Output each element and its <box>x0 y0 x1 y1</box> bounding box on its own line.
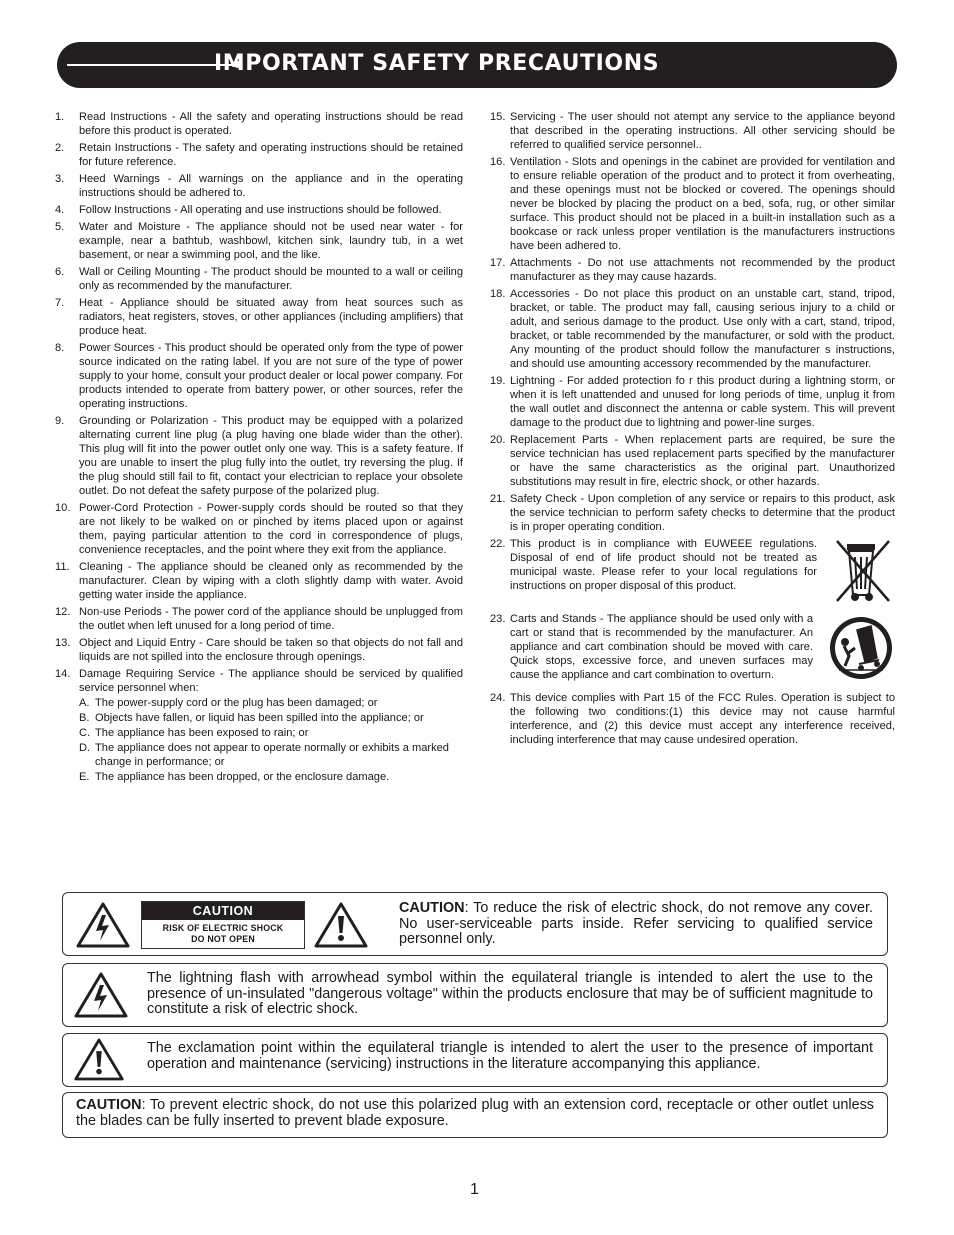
exclamation-triangle-icon <box>313 901 369 954</box>
sub-letter: A. <box>79 697 90 709</box>
item-number: 9. <box>55 415 65 427</box>
banner-line <box>67 64 235 66</box>
list-item <box>490 155 895 253</box>
item-text: This product is in compliance with EUWEEE regulations. Disposal of end of life product should not be treated as municipal waste. Please refer to your local regulations for instructions on proper disposal of this product. <box>510 538 817 592</box>
page-title: IMPORTANT SAFETY PRECAUTIONS <box>214 51 660 76</box>
sub-item <box>79 726 463 740</box>
item-number: 4. <box>55 204 65 216</box>
sub-item <box>79 696 463 710</box>
item-text: Water and Moisture - The appliance should not be used near water - for example, near a bathtub, washbowl, kitchen sink, laundry tub, in a wet basement, or near a swimming pool, and the like. <box>79 221 463 261</box>
sub-item <box>79 770 463 784</box>
page-number: 1 <box>470 1181 479 1198</box>
list-item <box>55 203 463 217</box>
exclamation-note-box <box>62 1033 888 1087</box>
item-number: 1. <box>55 111 65 123</box>
item-number: 20. <box>490 434 506 446</box>
item-text: Lightning - For added protection fo r this product during a lightning storm, or when it is left unattended and unused for long periods of time, unplug it from the wall outlet and disconnect the antenna or cable system. This will prevent damage to the product due to lightning and power-line surges. <box>510 375 895 429</box>
list-item <box>490 256 895 284</box>
item-text: Heat - Appliance should be situated away from heat sources such as radiators, heat registers, stoves, or other appliances (including amplifiers) that produce heat. <box>79 297 463 337</box>
list-item <box>55 414 463 498</box>
caution-label-header: CAUTION <box>142 902 304 920</box>
list-item <box>55 341 463 411</box>
item-number: 5. <box>55 221 65 233</box>
item-number: 23. <box>490 613 506 625</box>
caution-box-polarized-plug <box>62 1092 888 1138</box>
lightning-note-text: The lightning flash with arrowhead symbol within the equilateral triangle is intended to alert the use to the presence of un-insulated "dangerous voltage" within the products enclosure that may be of sufficient magnitude to constitute a risk of electric shock. <box>147 970 873 1017</box>
cart-tip-over-icon <box>827 612 895 688</box>
sub-item <box>79 741 463 769</box>
item-number: 16. <box>490 156 506 168</box>
item-text: Read Instructions - All the safety and operating instructions should be read before this product is operated. <box>79 111 463 137</box>
item-number: 6. <box>55 266 65 278</box>
item-number: 22. <box>490 538 506 550</box>
list-item <box>490 433 895 489</box>
sub-letter: C. <box>79 727 91 739</box>
sub-letter: D. <box>79 742 91 754</box>
sub-text: The appliance has been exposed to rain; or <box>95 727 309 739</box>
right-column <box>490 110 895 750</box>
sub-letter: B. <box>79 712 90 724</box>
sub-text: Objects have fallen, or liquid has been spilled into the appliance; or <box>95 712 424 724</box>
item-text: Replacement Parts - When replacement parts are required, be sure the service technician has used replacement parts specified by the manufacturer or have the same characteristics as the original part. Unauthorized substitutions may result in fire, electric shock, or other hazards. <box>510 434 895 488</box>
item-text: Object and Liquid Entry - Care should be taken so that objects do not fall and liquids are not spilled into the enclosure through openings. <box>79 637 463 663</box>
list-item <box>490 492 895 534</box>
caution-body: : To prevent electric shock, do not use this polarized plug with an extension cord, receptacle or other outlet unless the blades can be fully inserted to prevent blade exposure. <box>76 1097 874 1129</box>
lightning-note-box <box>62 963 888 1027</box>
list-item <box>490 287 895 371</box>
caution-label-line2: DO NOT OPEN <box>191 934 255 944</box>
list-item <box>490 612 895 688</box>
item-text: Heed Warnings - All warnings on the appliance and in the operating instructions should be adhered to. <box>79 173 463 199</box>
list-item <box>55 141 463 169</box>
item-text: Non-use Periods - The power cord of the appliance should be unplugged from the outlet when left unused for a long period of time. <box>79 606 463 632</box>
sub-text: The appliance has been dropped, or the enclosure damage. <box>95 771 390 783</box>
item-text: Damage Requiring Service - The appliance should be serviced by qualified service personnel when: <box>79 668 463 694</box>
item-number: 15. <box>490 111 506 123</box>
list-item <box>55 560 463 602</box>
item-text: Accessories - Do not place this product on an unstable cart, stand, tripod, bracket, or table. The product may fall, causing serious injury to a child or adult, and serious damage to the product. Use only with a cart, stand, tripod, bracket, or table recommended by the manufacturer, or sold with the product. Any mounting of the product should follow the manufacturer s instructions, and should use amounting accessory recommended by the manufacturer. <box>510 288 895 370</box>
sub-item <box>79 711 463 725</box>
list-item <box>55 265 463 293</box>
list-item <box>490 537 895 609</box>
item-number: 13. <box>55 637 71 649</box>
exclamation-triangle-icon <box>73 1037 125 1087</box>
item-number: 2. <box>55 142 65 154</box>
caution-keyword: CAUTION <box>399 900 465 916</box>
list-item <box>55 605 463 633</box>
lightning-triangle-icon <box>75 901 131 954</box>
item-text: Grounding or Polarization - This product may be equipped with a polarized alternating current line plug (a plug having one blade wider than the other). This plug will fit into the power outlet only one way. This is a safety feature. If you are unable to insert the plug fully into the outlet, try reversing the plug. If the plug should still fail to fit, contact your electrician to replace your obsolete outlet. Do not defeat the safety purpose of the polarized plug. <box>79 415 463 497</box>
caution-text <box>399 901 873 948</box>
item-text: Cleaning - The appliance should be cleaned only as recommended by the manufacturer. Clean by wiping with a cloth slightly damp with water. Avoid getting water inside the appliance. <box>79 561 463 601</box>
list-item <box>55 172 463 200</box>
list-item <box>490 110 895 152</box>
item-number: 14. <box>55 668 71 680</box>
item-number: 19. <box>490 375 506 387</box>
item-number: 24. <box>490 692 506 704</box>
lightning-triangle-icon <box>73 971 129 1024</box>
item-number: 10. <box>55 502 71 514</box>
caution-text <box>76 1098 874 1129</box>
list-item <box>55 110 463 138</box>
item-text: Servicing - The user should not atempt any service to the appliance beyond that described in the operating instructions. All other servicing should be referred to qualified service personnel.. <box>510 111 895 151</box>
caution-label-line1: RISK OF ELECTRIC SHOCK <box>162 923 284 933</box>
item-text: Ventilation - Slots and openings in the cabinet are provided for ventilation and to ensure reliable operation of the product and to protect it from overheating, and these openings must not be blocked or covered. The openings should never be blocked by placing the product on a bed, sofa, rug, or other similar surface. This product should not be placed in a built-in installation such as a bookcase or rack unless proper ventilation is the manufacturers instructions have been adhered to. <box>510 156 895 252</box>
left-column <box>55 110 463 784</box>
caution-label <box>141 901 305 949</box>
item-number: 3. <box>55 173 65 185</box>
item-number: 7. <box>55 297 65 309</box>
list-item <box>490 374 895 430</box>
header-banner <box>57 42 897 88</box>
item-number: 12. <box>55 606 71 618</box>
item-number: 11. <box>55 561 70 573</box>
list-item <box>55 220 463 262</box>
item-text: Follow Instructions - All operating and use instructions should be followed. <box>79 204 442 216</box>
list-item <box>55 296 463 338</box>
exclamation-note-text: The exclamation point within the equilateral triangle is intended to alert the user to the presence of important operation and maintenance (servicing) instructions in the literature accompanying this appliance. <box>147 1040 873 1072</box>
item-text: Retain Instructions - The safety and operating instructions should be retained for future reference. <box>79 142 463 168</box>
item-number: 21. <box>490 493 506 505</box>
item-text: This device complies with Part 15 of the FCC Rules. Operation is subject to the following two conditions:(1) this device may not cause harmful interference, and (2) this device must accept any interference received, including interference that may cause undesired operation. <box>510 692 895 746</box>
sub-text: The power-supply cord or the plug has been damaged; or <box>95 697 378 709</box>
item-text: Power-Cord Protection - Power-supply cords should be routed so that they are not likely to be walked on or pinched by items placed upon or against them, paying particular attention to the cord in correspondence of plugs, convenience receptacles, and the point where they exit from the appliance. <box>79 502 463 556</box>
item-number: 18. <box>490 288 506 300</box>
item-number: 17. <box>490 257 506 269</box>
list-item <box>55 501 463 557</box>
sub-text: The appliance does not appear to operate normally or exhibits a marked change in performance; or <box>95 742 449 768</box>
item-text: Safety Check - Upon completion of any service or repairs to this product, ask the service technician to perform safety checks to determine that the product is in proper operating condition. <box>510 493 895 533</box>
item-text: Power Sources - This product should be operated only from the type of power source indicated on the rating label. If you are not sure of the type of power supply to your home, consult your product dealer or local power company. For products intended to operate from battery power, or other sources, refer the operating instructions. <box>79 342 463 410</box>
list-item <box>55 636 463 664</box>
item-text: Wall or Ceiling Mounting - The product should be mounted to a wall or ceiling only as recommended by the manufacturer. <box>79 266 463 292</box>
list-item <box>55 667 463 695</box>
caution-keyword: CAUTION <box>76 1097 142 1113</box>
sub-letter: E. <box>79 771 90 783</box>
item-text: Carts and Stands - The appliance should be used only with a cart or stand that is recommended by the manufacturer. An appliance and cart combination should be moved with care. Quick stops, excessive force, and uneven surfaces may cause the appliance and cart combination to overturn. <box>510 613 813 681</box>
caution-body: : To reduce the risk of electric shock, do not remove any cover. No user-serviceable parts inside. Refer servicing to qualified service personnel only. <box>399 900 873 947</box>
caution-box-open-cover <box>62 892 888 956</box>
list-item <box>490 691 895 747</box>
item-number: 8. <box>55 342 65 354</box>
crossed-bin-icon <box>831 537 895 609</box>
item-text: Attachments - Do not use attachments not recommended by the product manufacturer as they may cause hazards. <box>510 257 895 283</box>
